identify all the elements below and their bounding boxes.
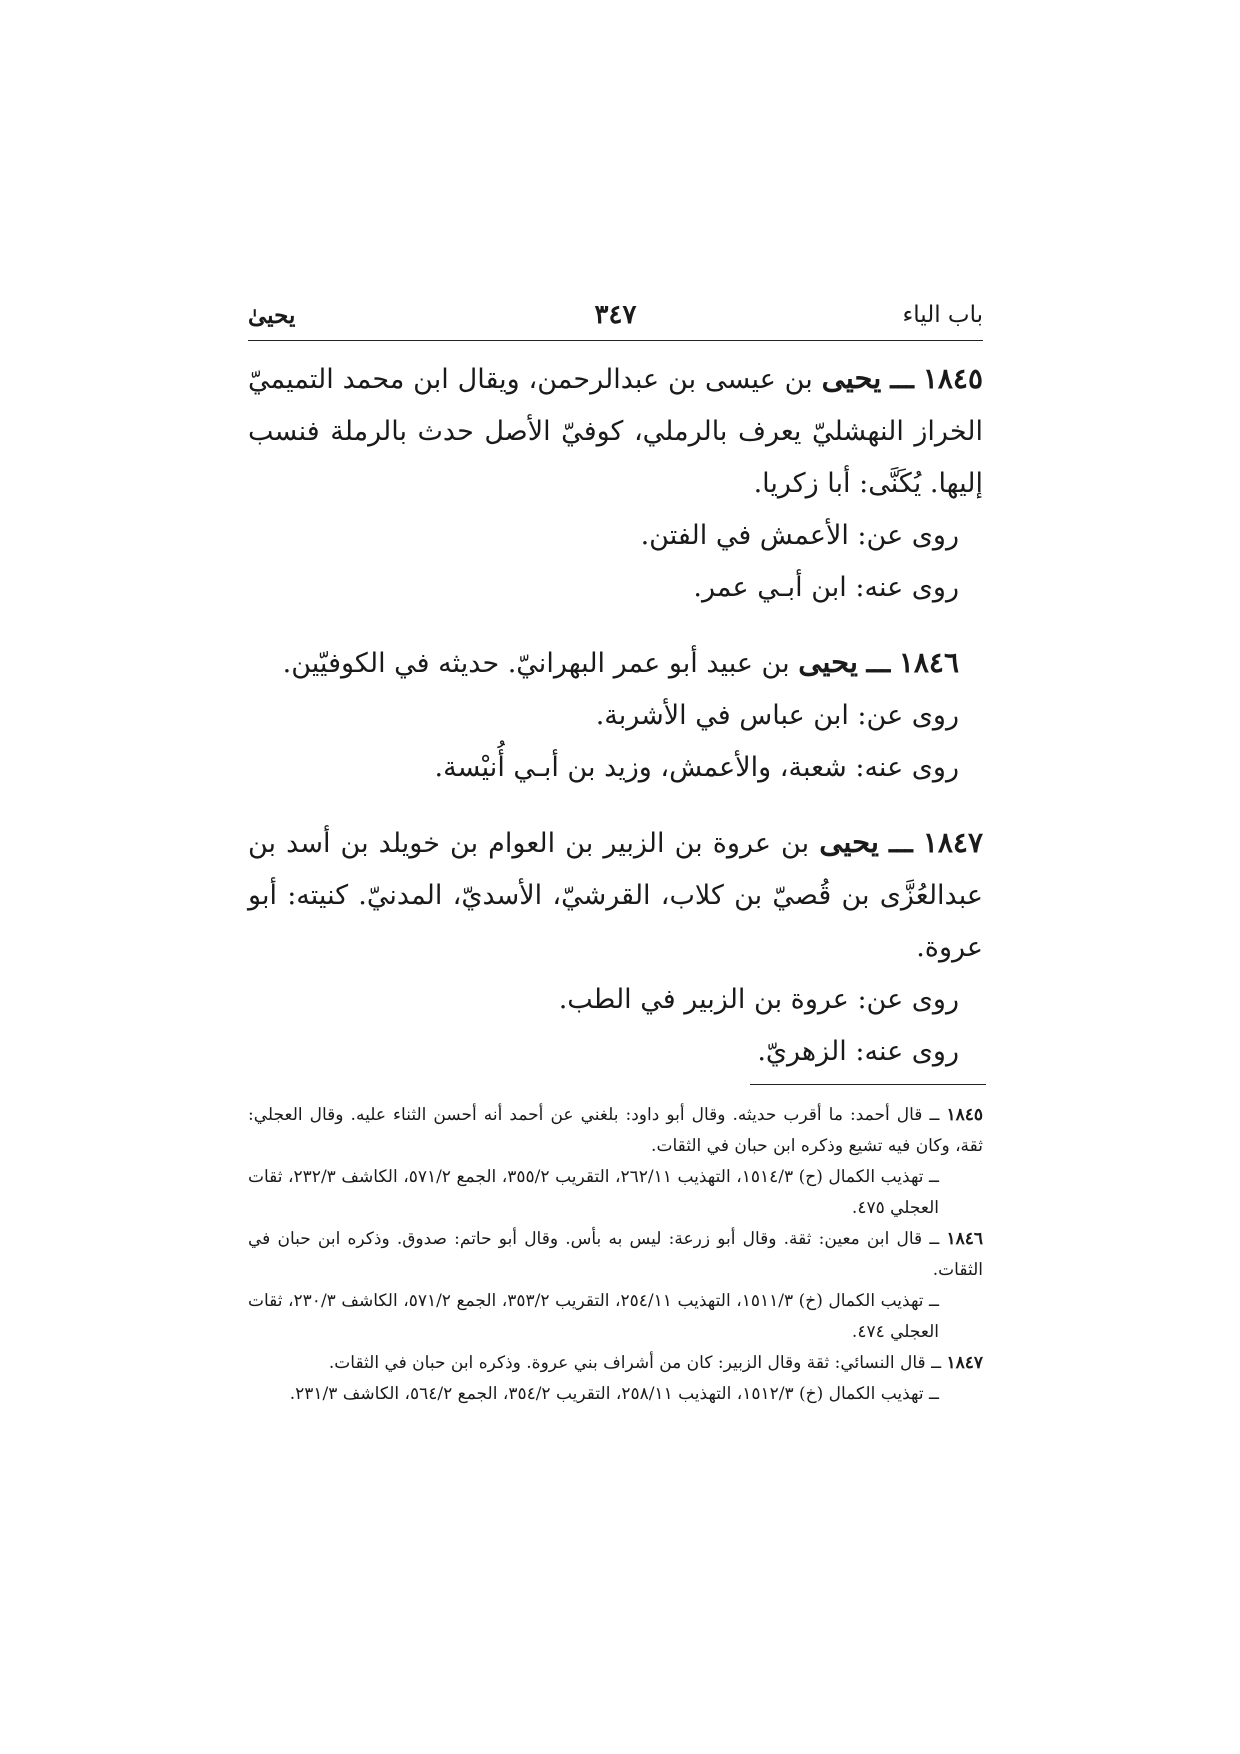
narrated-by: روى عنه: الزهريّ. [757,1036,959,1067]
footnotes [248,1100,983,1410]
footnote-references: ــ تهذيب الكمال (خ) ١٥١٢/٣، التهذيب ٢٥٨/١١، التقريب ٣٥٤/٢، الجمع ٥٦٤/٢، الكاشف ٢٣١/٣. [289,1384,939,1404]
section-title: باب الياء [902,302,983,328]
page-number: ٣٤٧ [594,300,637,330]
entry-heading [248,816,983,974]
footnote-separator [750,1084,986,1085]
entry-1845 [248,352,983,614]
entry-text: بن عبيد أبو عمر البهرانيّ. حديثه في الكوفيّين. [282,648,790,679]
footnote-number: ١٨٤٦ [946,1229,983,1249]
main-text [248,352,983,1100]
entry-number: ١٨٤٥ [922,362,983,395]
footnote-text: قال أحمد: ما أقرب حديثه. وقال أبو داود: بلغني عن أحمد أنه أحسن الثناء عليه. وقال العجلي: ثقة، وكان فيه تشيع وذكره ابن حبان في الثقات. [248,1105,983,1156]
running-head [248,300,983,341]
entry-text: بن عروة بن الزبير بن العوام بن خويلد بن أسد بن عبدالعُزَّى بن قُصيّ بن كلاب، القرشيّ، الأسديّ، المدنيّ. كنيته: أبو عروة. [248,828,983,963]
footnote-text: قال ابن معين: ثقة. وقال أبو زرعة: ليس به بأس. وقال أبو حاتم: صدوق. وذكره ابن حبان في الثقات. [248,1229,983,1280]
footnote-dash: ــ [929,1105,940,1125]
entry-name: يحيى [821,361,882,395]
footnote-main [248,1100,983,1162]
catchword: يحيىٰ [248,302,296,329]
footnote-references: ــ تهذيب الكمال (خ) ١٥١١/٣، التهذيب ٢٥٤/١١، التقريب ٣٥٣/٢، الجمع ٥٧١/٢، الكاشف ٢٣٠/٣، ثقات العجلي ٤٧٤. [248,1291,940,1342]
entry-dash: ـــ [866,648,891,679]
entry-1846 [248,636,983,794]
narrated-by: روى عنه: شعبة، والأعمش، وزيد بن أبـي أُنيْسة. [434,752,959,783]
footnote-main [248,1348,983,1379]
footnote-text: قال النسائي: ثقة وقال الزبير: كان من أشراف بني عروة. وذكره ابن حبان في الثقات. [328,1353,926,1373]
entry-number: ١٨٤٦ [898,646,959,679]
entry-heading [248,636,983,690]
entry-dash: ـــ [890,364,914,395]
footnote-dash: ــ [931,1353,942,1373]
footnote-references: ــ تهذيب الكمال (ح) ١٥١٤/٣، التهذيب ٢٦٢/١١، التقريب ٣٥٥/٢، الجمع ٥٧١/٢، الكاشف ٢٣٢/٣، ثقات العجلي ٤٧٥. [248,1167,940,1218]
footnote-1845 [248,1100,983,1224]
footnote-number: ١٨٤٧ [946,1353,983,1373]
entry-name: يحيى [819,825,879,859]
footnote-1846 [248,1224,983,1348]
entry-number: ١٨٤٧ [922,826,983,859]
narrated-from: روى عن: عروة بن الزبير في الطب. [558,984,959,1015]
entry-text: بن عيسى بن عبدالرحمن، ويقال ابن محمد التميميّ الخراز النهشليّ يعرف بالرملي، كوفيّ الأصل حدث بالرملة فنسب إليها. يُكَنَّى: أبا زكريا. [248,364,983,499]
entry-name: يحيى [798,645,858,679]
footnote-number: ١٨٤٥ [946,1105,983,1125]
entry-heading [248,352,983,510]
entry-1847 [248,816,983,1078]
narrated-from: روى عن: الأعمش في الفتن. [640,520,959,551]
narrated-by: روى عنه: ابن أبـي عمر. [693,572,959,603]
footnote-dash: ــ [929,1229,940,1249]
footnote-main [248,1224,983,1286]
footnote-1847 [248,1348,983,1410]
narrated-from: روى عن: ابن عباس في الأشربة. [595,700,959,731]
entry-dash: ـــ [889,828,913,859]
